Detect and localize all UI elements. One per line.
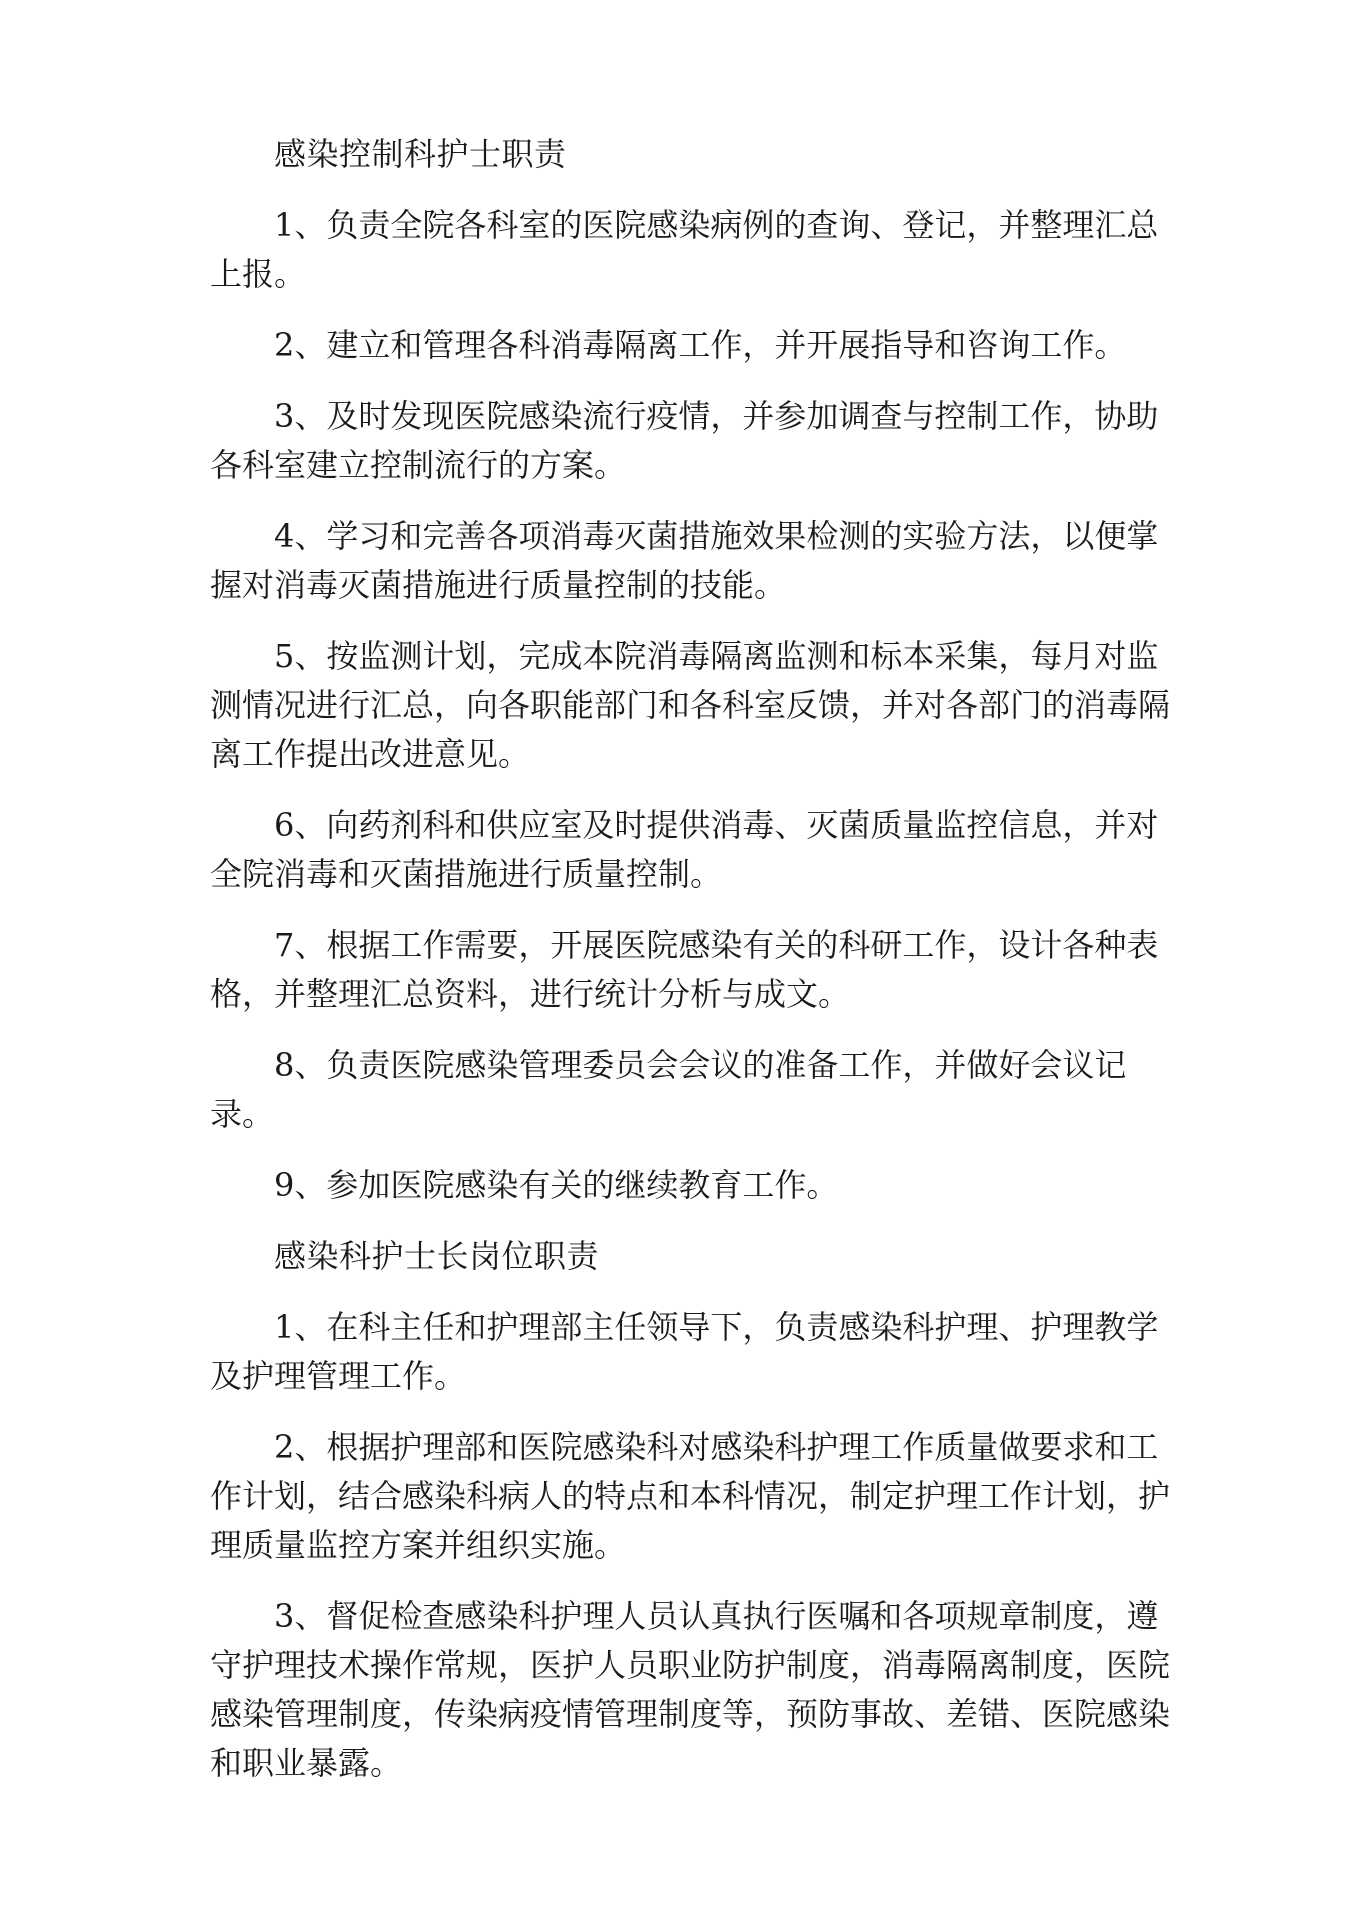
duty-item: 9、参加医院感染有关的继续教育工作。: [274, 1166, 839, 1204]
duty-item: 6、向药剂科和供应室及时提供消毒、灭菌质量监控信息，并对全院消毒和灭菌措施进行质量控制。: [210, 806, 1159, 893]
duty-item: 8、负责医院感染管理委员会会议的准备工作，并做好会议记录。: [210, 1046, 1127, 1133]
section-title: 感染科护士长岗位职责: [274, 1237, 600, 1275]
duty-item: 4、学习和完善各项消毒灭菌措施效果检测的实验方法，以便掌握对消毒灭菌措施进行质量控制的技能。: [210, 517, 1159, 604]
document-body: [210, 130, 1182, 1810]
duty-item: 3、督促检查感染科护理人员认真执行医嘱和各项规章制度，遵守护理技术操作常规，医护人员职业防护制度，消毒隔离制度，医院感染管理制度，传染病疫情管理制度等，预防事故、差错、医院感染和职业暴露。: [210, 1597, 1171, 1782]
duty-item: 1、在科主任和护理部主任领导下，负责感染科护理、护理教学及护理管理工作。: [210, 1308, 1159, 1395]
duty-item: 5、按监测计划，完成本院消毒隔离监测和标本采集，每月对监测情况进行汇总，向各职能部门和各科室反馈，并对各部门的消毒隔离工作提出改进意见。: [210, 637, 1171, 773]
duty-item: 2、建立和管理各科消毒隔离工作，并开展指导和咨询工作。: [274, 326, 1127, 364]
duty-item: 3、及时发现医院感染流行疫情，并参加调查与控制工作，协助各科室建立控制流行的方案。: [210, 397, 1159, 484]
duty-item: 1、负责全院各科室的医院感染病例的查询、登记，并整理汇总上报。: [210, 206, 1159, 293]
section-title: 感染控制科护士职责: [274, 135, 567, 173]
duty-item: 2、根据护理部和医院感染科对感染科护理工作质量做要求和工作计划，结合感染科病人的特点和本科情况，制定护理工作计划，护理质量监控方案并组织实施。: [210, 1428, 1171, 1564]
duty-item: 7、根据工作需要，开展医院感染有关的科研工作，设计各种表格，并整理汇总资料，进行统计分析与成文。: [210, 926, 1159, 1013]
